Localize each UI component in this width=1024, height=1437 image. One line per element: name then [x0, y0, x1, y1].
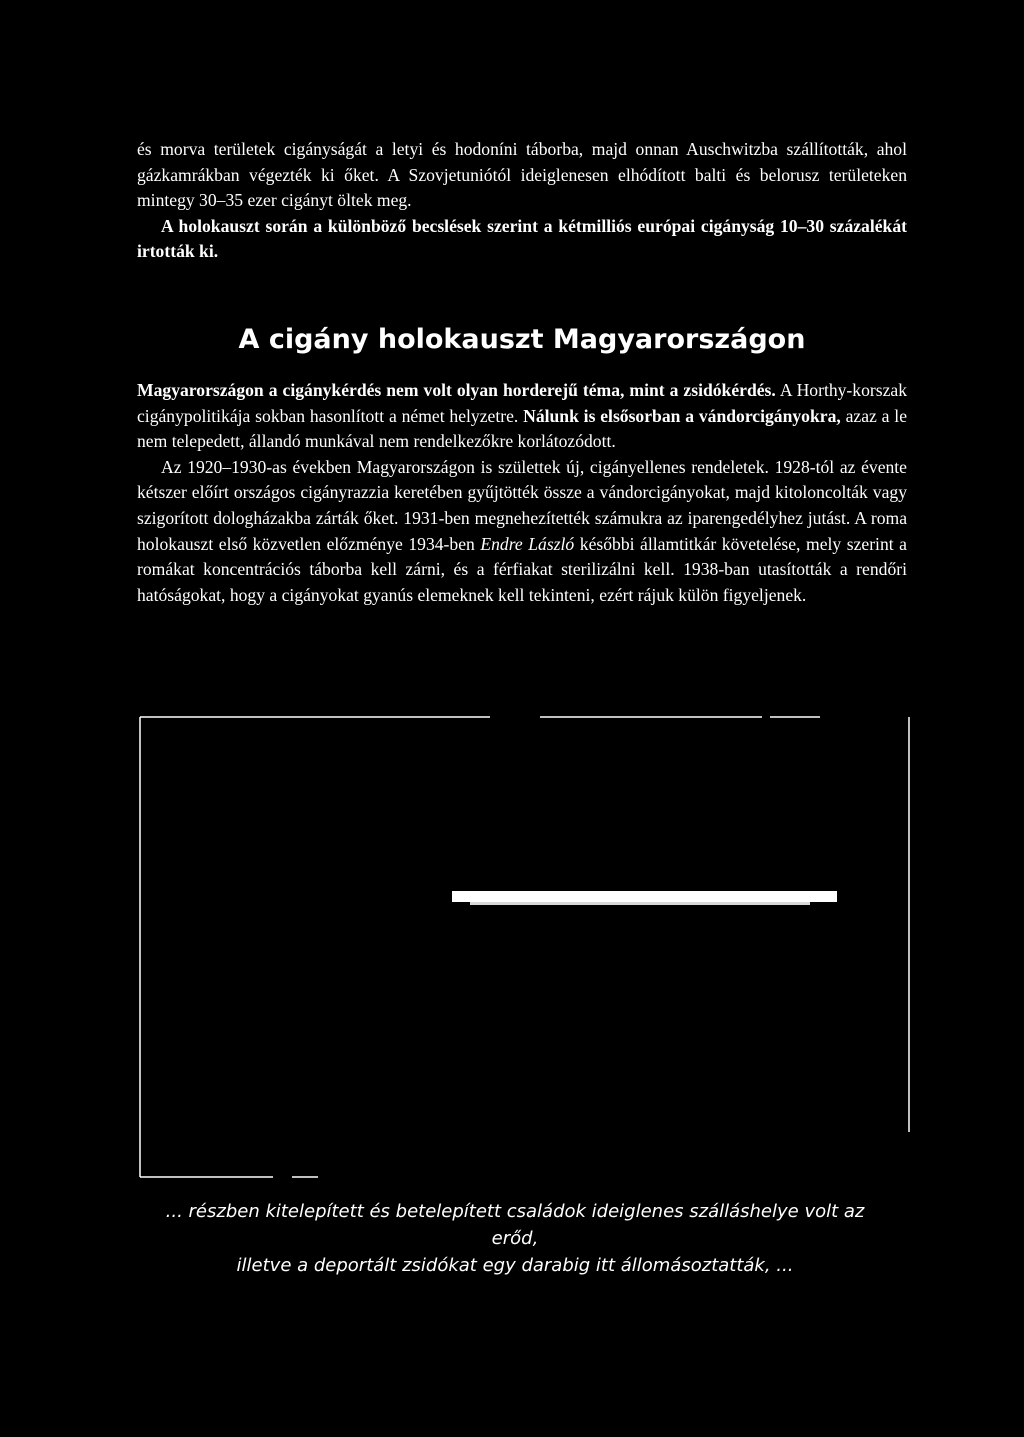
paragraph-body [137, 378, 907, 608]
photo-caption [140, 1198, 890, 1279]
paragraph-body-bold-lead: Magyarországon a cigánykérdés nem volt olyan horderejű téma, mint a zsidókérdés. [137, 380, 776, 400]
paragraph-body-second-text-b: későbbi államtitkár követelése, mely szerint a romákat koncentrációs táborba kell zárni, és a férfiakat sterilizálni kell. 1938-ban utasították a rendőri hatóságokat, hogy a cigányokat gyanús elemeknek kell tekinteni, ezért rájuk külön figyeljenek. [137, 533, 907, 605]
caption-line-2: illetve a deportált zsidókat egy darabig itt állomásoztatták, ... [236, 1255, 794, 1276]
paragraph-body-first [137, 378, 907, 455]
person-name: Endre László [480, 533, 575, 554]
paragraph-body-bold-mid: Nálunk is elsősorban a vándorcigányokra, [523, 405, 841, 426]
caption-line-1: ... részben kitelepített és betelepített családok ideiglenes szálláshelye volt az erőd, [165, 1201, 865, 1249]
paragraph-intro-text: és morva területek cigányságát a letyi és hodoníni táborba, majd onnan Auschwitzba szállították, ahol gázkamrákban végezték ki őket. A Szovjetuniótól ideiglenesen elhódított balti és belorusz területeken mintegy 30–35 ezer cigányt öltek meg. [137, 139, 907, 211]
paragraph-body-second-text-a: Az 1920–1930-as években Magyarországon is születtek új, cigányellenes rendeletek. 1928-tól az évente kétszer előírt országos cigányrazzia keretében gyűjtötték össze a vándorcigányokat, majd kitoloncolták vagy szigorított dologházakba zárták őket. 1931-ben megnehezítették számukra az iparengedélyhez jutást. A roma holokauszt első közvetlen előzménye 1934-ben [137, 456, 907, 554]
paragraph-intro-bold: A holokauszt során a különböző becslések szerint a kétmilliós európai cigányság 10–30 százalékát irtották ki. [137, 215, 907, 262]
paragraph-body-second [137, 455, 907, 609]
paragraph-body-text-a: A Horthy-korszak cigánypolitikája sokban hasonlított a német helyzetre. [137, 380, 907, 426]
paragraph-body-text-b: azaz a le nem telepedett, állandó munkával nem rendelkezőkre korlátozódott. [137, 405, 908, 452]
paragraph-intro [137, 137, 907, 265]
section-heading: A cigány holokauszt Magyarországon [238, 324, 806, 355]
